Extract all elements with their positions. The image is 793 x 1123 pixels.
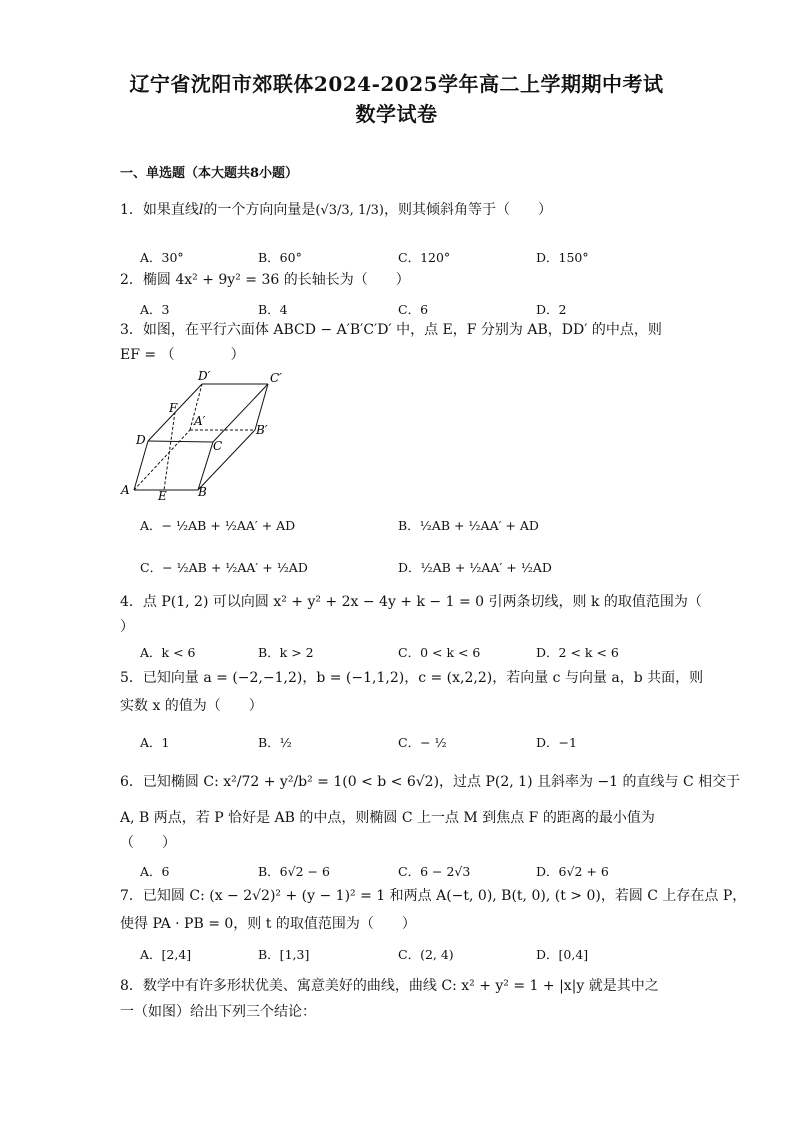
q1-option-c: C．120° — [398, 250, 451, 265]
label-A: A — [121, 483, 130, 497]
question-7-line2: 使得 PA · PB = 0，则 t 的取值范围为（ ） — [120, 916, 416, 932]
q7-option-c: C．(2, 4) — [398, 947, 454, 962]
section-heading: 一、单选题（本大题共8小题） — [120, 166, 299, 181]
question-1 — [120, 200, 552, 221]
q1-vector: (√3/3, 1/3) — [315, 203, 384, 218]
question-4-line1: 4．点 P(1, 2) 可以向圆 x² + y² + 2x − 4y + k − 1 = 0 引两条切线，则 k 的取值范围为（ — [120, 594, 702, 610]
question-6-line2: A, B 两点，若 P 恰好是 AB 的中点，则椭圆 C 上一点 M 到焦点 F 的距离的最小值为 — [120, 810, 655, 826]
q4-option-b: B．k > 2 — [258, 645, 314, 660]
q6-option-a: A．6 — [140, 864, 170, 879]
label-D-prime: D′ — [198, 369, 211, 383]
exam-title-line1: 辽宁省沈阳市郊联体2024-2025学年高二上学期期中考试 — [129, 72, 664, 96]
q1-option-d: D．150° — [536, 250, 589, 265]
q4-option-d: D．2 < k < 6 — [536, 645, 619, 660]
label-E: E — [158, 489, 167, 503]
q3-option-a: A．− ½AB + ½AA′ + AD — [140, 518, 296, 533]
q1-option-a: A．30° — [140, 250, 184, 265]
question-6-line3: （ ） — [120, 835, 176, 851]
question-4-line2: ） — [120, 619, 134, 635]
q5-option-c: C．− ½ — [398, 735, 447, 750]
q7-option-d: D．[0,4] — [536, 947, 589, 962]
label-B-prime: B′ — [256, 423, 268, 437]
question-5-line2: 实数 x 的值为（ ） — [120, 698, 263, 714]
label-B: B — [198, 485, 207, 499]
q5-option-a: A．1 — [140, 735, 170, 750]
q2-option-c: C．6 — [398, 302, 429, 317]
q6-option-d: D．6√2 + 6 — [536, 864, 609, 879]
question-3-line2: EF = （ ） — [120, 347, 245, 363]
q7-option-b: B．[1,3] — [258, 947, 310, 962]
question-6-line1: 6．已知椭圆 C: x²/72 + y²/b² = 1(0 < b < 6√2)，过点 P(2, 1) 且斜率为 −1 的直线与 C 相交于 — [120, 774, 741, 790]
question-8-line2: 一（如图）给出下列三个结论： — [120, 1004, 316, 1020]
q1-suffix: ，则其倾斜角等于（ ） — [383, 202, 552, 218]
label-C-prime: C′ — [270, 371, 282, 385]
label-C: C — [213, 439, 223, 453]
q2-option-a: A．3 — [140, 302, 170, 317]
question-5-line1: 5．已知向量 a = (−2,−1,2)，b = (−1,1,2)，c = (x,2,2)，若向量 c 与向量 a，b 共面，则 — [120, 670, 704, 686]
parallelepiped-figure — [118, 368, 298, 503]
question-8-line1: 8．数学中有许多形状优美、寓意美好的曲线，曲线 C: x² + y² = 1 + |x|y 就是其中之 — [120, 978, 659, 994]
label-D: D — [136, 433, 146, 447]
q5-option-d: D．−1 — [536, 735, 577, 750]
q3-option-d: D．½AB + ½AA′ + ½AD — [398, 560, 552, 575]
question-7-line1: 7．已知圆 C: (x − 2√2)² + (y − 1)² = 1 和两点 A(−t, 0), B(t, 0), (t > 0)，若圆 C 上存在点 P， — [120, 888, 747, 904]
q1-prefix: 1．如果直线 — [120, 202, 199, 218]
q5-option-b: B．½ — [258, 735, 292, 750]
q4-option-a: A．k < 6 — [140, 645, 196, 660]
q2-option-d: D．2 — [536, 302, 567, 317]
q1-middle: 的一个方向向量是 — [203, 202, 316, 218]
label-A-prime: A′ — [194, 414, 206, 428]
q1-option-b: B．60° — [258, 250, 302, 265]
question-3-line1: 3．如图，在平行六面体 ABCD − A′B′C′D′ 中，点 E，F 分别为 AB，DD′ 的中点，则 — [120, 322, 662, 338]
q2-option-b: B．4 — [258, 302, 288, 317]
question-2: 2．椭圆 4x² + 9y² = 36 的长轴长为（ ） — [120, 272, 410, 288]
q3-option-c: C．− ½AB + ½AA′ + ½AD — [140, 560, 308, 575]
q3-option-b: B．½AB + ½AA′ + AD — [398, 518, 539, 533]
label-F: F — [169, 401, 178, 415]
q6-option-b: B．6√2 − 6 — [258, 864, 330, 879]
q6-option-c: C．6 − 2√3 — [398, 864, 471, 879]
exam-title-line2: 数学试卷 — [355, 102, 438, 126]
q7-option-a: A．[2,4] — [140, 947, 192, 962]
q1-var: l — [198, 202, 204, 218]
q4-option-c: C．0 < k < 6 — [398, 645, 481, 660]
